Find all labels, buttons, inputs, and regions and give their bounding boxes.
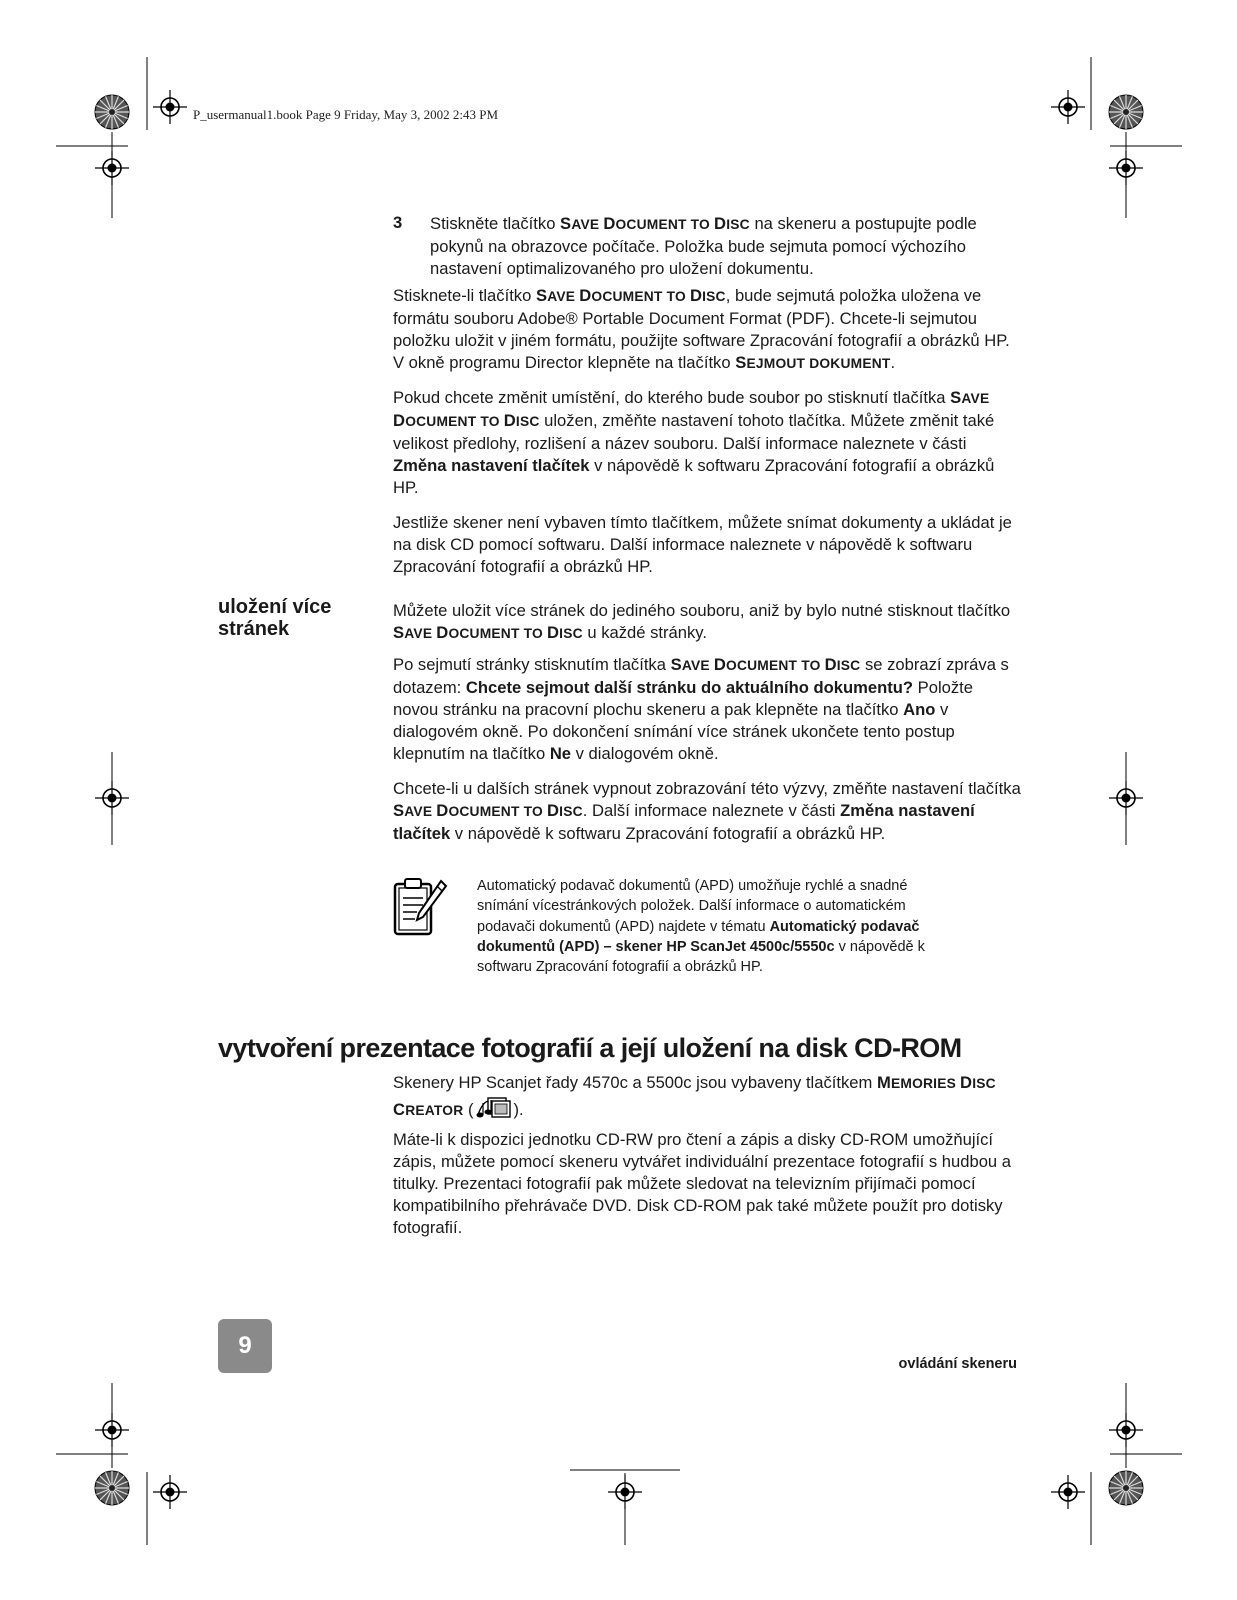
step-number: 3 bbox=[393, 213, 403, 232]
color-wheel-icon bbox=[1109, 1471, 1143, 1505]
color-wheel-icon bbox=[1109, 95, 1143, 129]
memories-disc-creator-icon bbox=[474, 1095, 514, 1119]
paragraph-multi-page: Můžete uložit více stránek do jediného souboru, aniž by bylo nutné stisknout tlačítko SAVE DOCUMENT TO DISC u každé stránky. bbox=[393, 601, 1011, 642]
paragraph-disable-prompt: Chcete-li u dalších stránek vypnout zobrazování této výzvy, změňte nastavení tlačítka SAVE DOCUMENT TO DISC. Další informace naleznete v části Změna nastavení tlačítek v nápovědě k softwaru Zpracování fotografií a obrázků HP. bbox=[393, 779, 1021, 843]
step-3-text: Stiskněte tlačítko SAVE DOCUMENT TO DISC na skeneru a postupujte podle pokynů na obrazovce počítače. Položka bude sejmuta pomocí výchozího nastavení optimalizovaného pro uložení dokumentu. bbox=[430, 214, 977, 278]
registration-mark-icon bbox=[1051, 1475, 1085, 1509]
page-number: 9 bbox=[218, 1319, 272, 1373]
paragraph-cd-rw: Máte-li k dispozici jednotku CD-RW pro čtení a zápis a disky CD-ROM umožňující zápis, můžete pomocí skeneru vytvářet individuální prezentace fotografií s hudbou a titulky. Prezentaci fotografií pak můžete sledovat na televizním přijímači pomocí kompatibilního přehrávače DVD. Disk CD-ROM pak také můžete použít pro dotisky fotografií. bbox=[393, 1130, 1012, 1237]
link-apd-topic: Automatický podavač dokumentů (APD) – skener HP ScanJet 4500c/5550c bbox=[477, 918, 920, 955]
registration-mark-icon bbox=[153, 90, 187, 124]
registration-mark-icon bbox=[1051, 90, 1085, 124]
registration-mark-icon bbox=[1109, 151, 1143, 185]
color-wheel-icon bbox=[95, 1471, 129, 1505]
color-wheel-icon bbox=[95, 95, 129, 129]
link-zmena-nastaveni: Změna nastavení tlačítek bbox=[393, 456, 590, 475]
note-apd: Automatický podavač dokumentů (APD) umožňuje rychlé a snadné snímání vícestránkových položek. Další informace o automatickém podavači dokumentů (APD) najdete v tématu Automatický podavač dokumentů (APD) – skener HP ScanJet 4500c/5550c v nápovědě k softwaru Zpracování fotografií a obrázků HP. bbox=[477, 878, 925, 976]
paragraph-pdf-save: Stisknete-li tlačítko SAVE DOCUMENT TO DISC, bude sejmutá položka uložena ve formátu souboru Adobe® Portable Document Format (PDF). Chcete-li sejmutou položku uložit v jiném formátu, použijte software Zpracování fotografií a obrázků HP. V okně programu Director klepněte na tlačítko SEJMOUT DOKUMENT. bbox=[393, 286, 1010, 372]
paragraph-memories-button: Skenery HP Scanjet řady 4570c a 5500c jsou vybaveny tlačítkem MEMORIES DISC CREATOR ( ). bbox=[393, 1073, 996, 1119]
paragraph-no-button: Jestliže skener není vybaven tímto tlačítkem, můžete snímat dokumenty a ukládat je na disk CD pomocí softwaru. Další informace naleznete v nápovědě k softwaru Zpracování fotografií a obrázků HP. bbox=[393, 513, 1012, 576]
section-title: vytvoření prezentace fotografií a její uložení na disk CD-ROM bbox=[218, 1033, 962, 1063]
registration-mark-icon bbox=[1109, 1413, 1143, 1447]
registration-mark-icon bbox=[95, 1413, 129, 1447]
registration-mark-icon bbox=[608, 1475, 642, 1509]
chapter-footer: ovládání skeneru bbox=[898, 1356, 1017, 1372]
registration-mark-icon bbox=[1109, 781, 1143, 815]
paragraph-scan-dialog: Po sejmutí stránky stisknutím tlačítka SAVE DOCUMENT TO DISC se zobrazí zpráva s dotazem: Chcete sejmout další stránku do aktuálního dokumentu? Položte novou stránku na pracovní plochu skeneru a pak klepněte na tlačítko Ano v dialogovém okně. Po dokončení snímání více stránek ukončete tento postup klepnutím na tlačítko Ne v dialogovém okně. bbox=[393, 655, 1009, 763]
book-header: P_usermanual1.book Page 9 Friday, May 3, 2002 2:43 PM bbox=[193, 107, 498, 122]
side-heading: uložení více stránek bbox=[218, 596, 332, 640]
registration-mark-icon bbox=[153, 1475, 187, 1509]
note-pad-icon bbox=[391, 875, 449, 939]
link-zmena-nastaveni: Změna nastavení tlačítek bbox=[393, 801, 975, 843]
registration-mark-icon bbox=[95, 781, 129, 815]
registration-mark-icon bbox=[95, 151, 129, 185]
paragraph-change-location: Pokud chcete změnit umístění, do kterého bude soubor po stisknutí tlačítka SAVE DOCUMENT TO DISC uložen, změňte nastavení tohoto tlačítka. Můžete změnit také velikost předlohy, rozlišení a název souboru. Další informace naleznete v části Změna nastavení tlačítek v nápovědě k softwaru Zpracování fotografií a obrázků HP. bbox=[393, 388, 995, 497]
